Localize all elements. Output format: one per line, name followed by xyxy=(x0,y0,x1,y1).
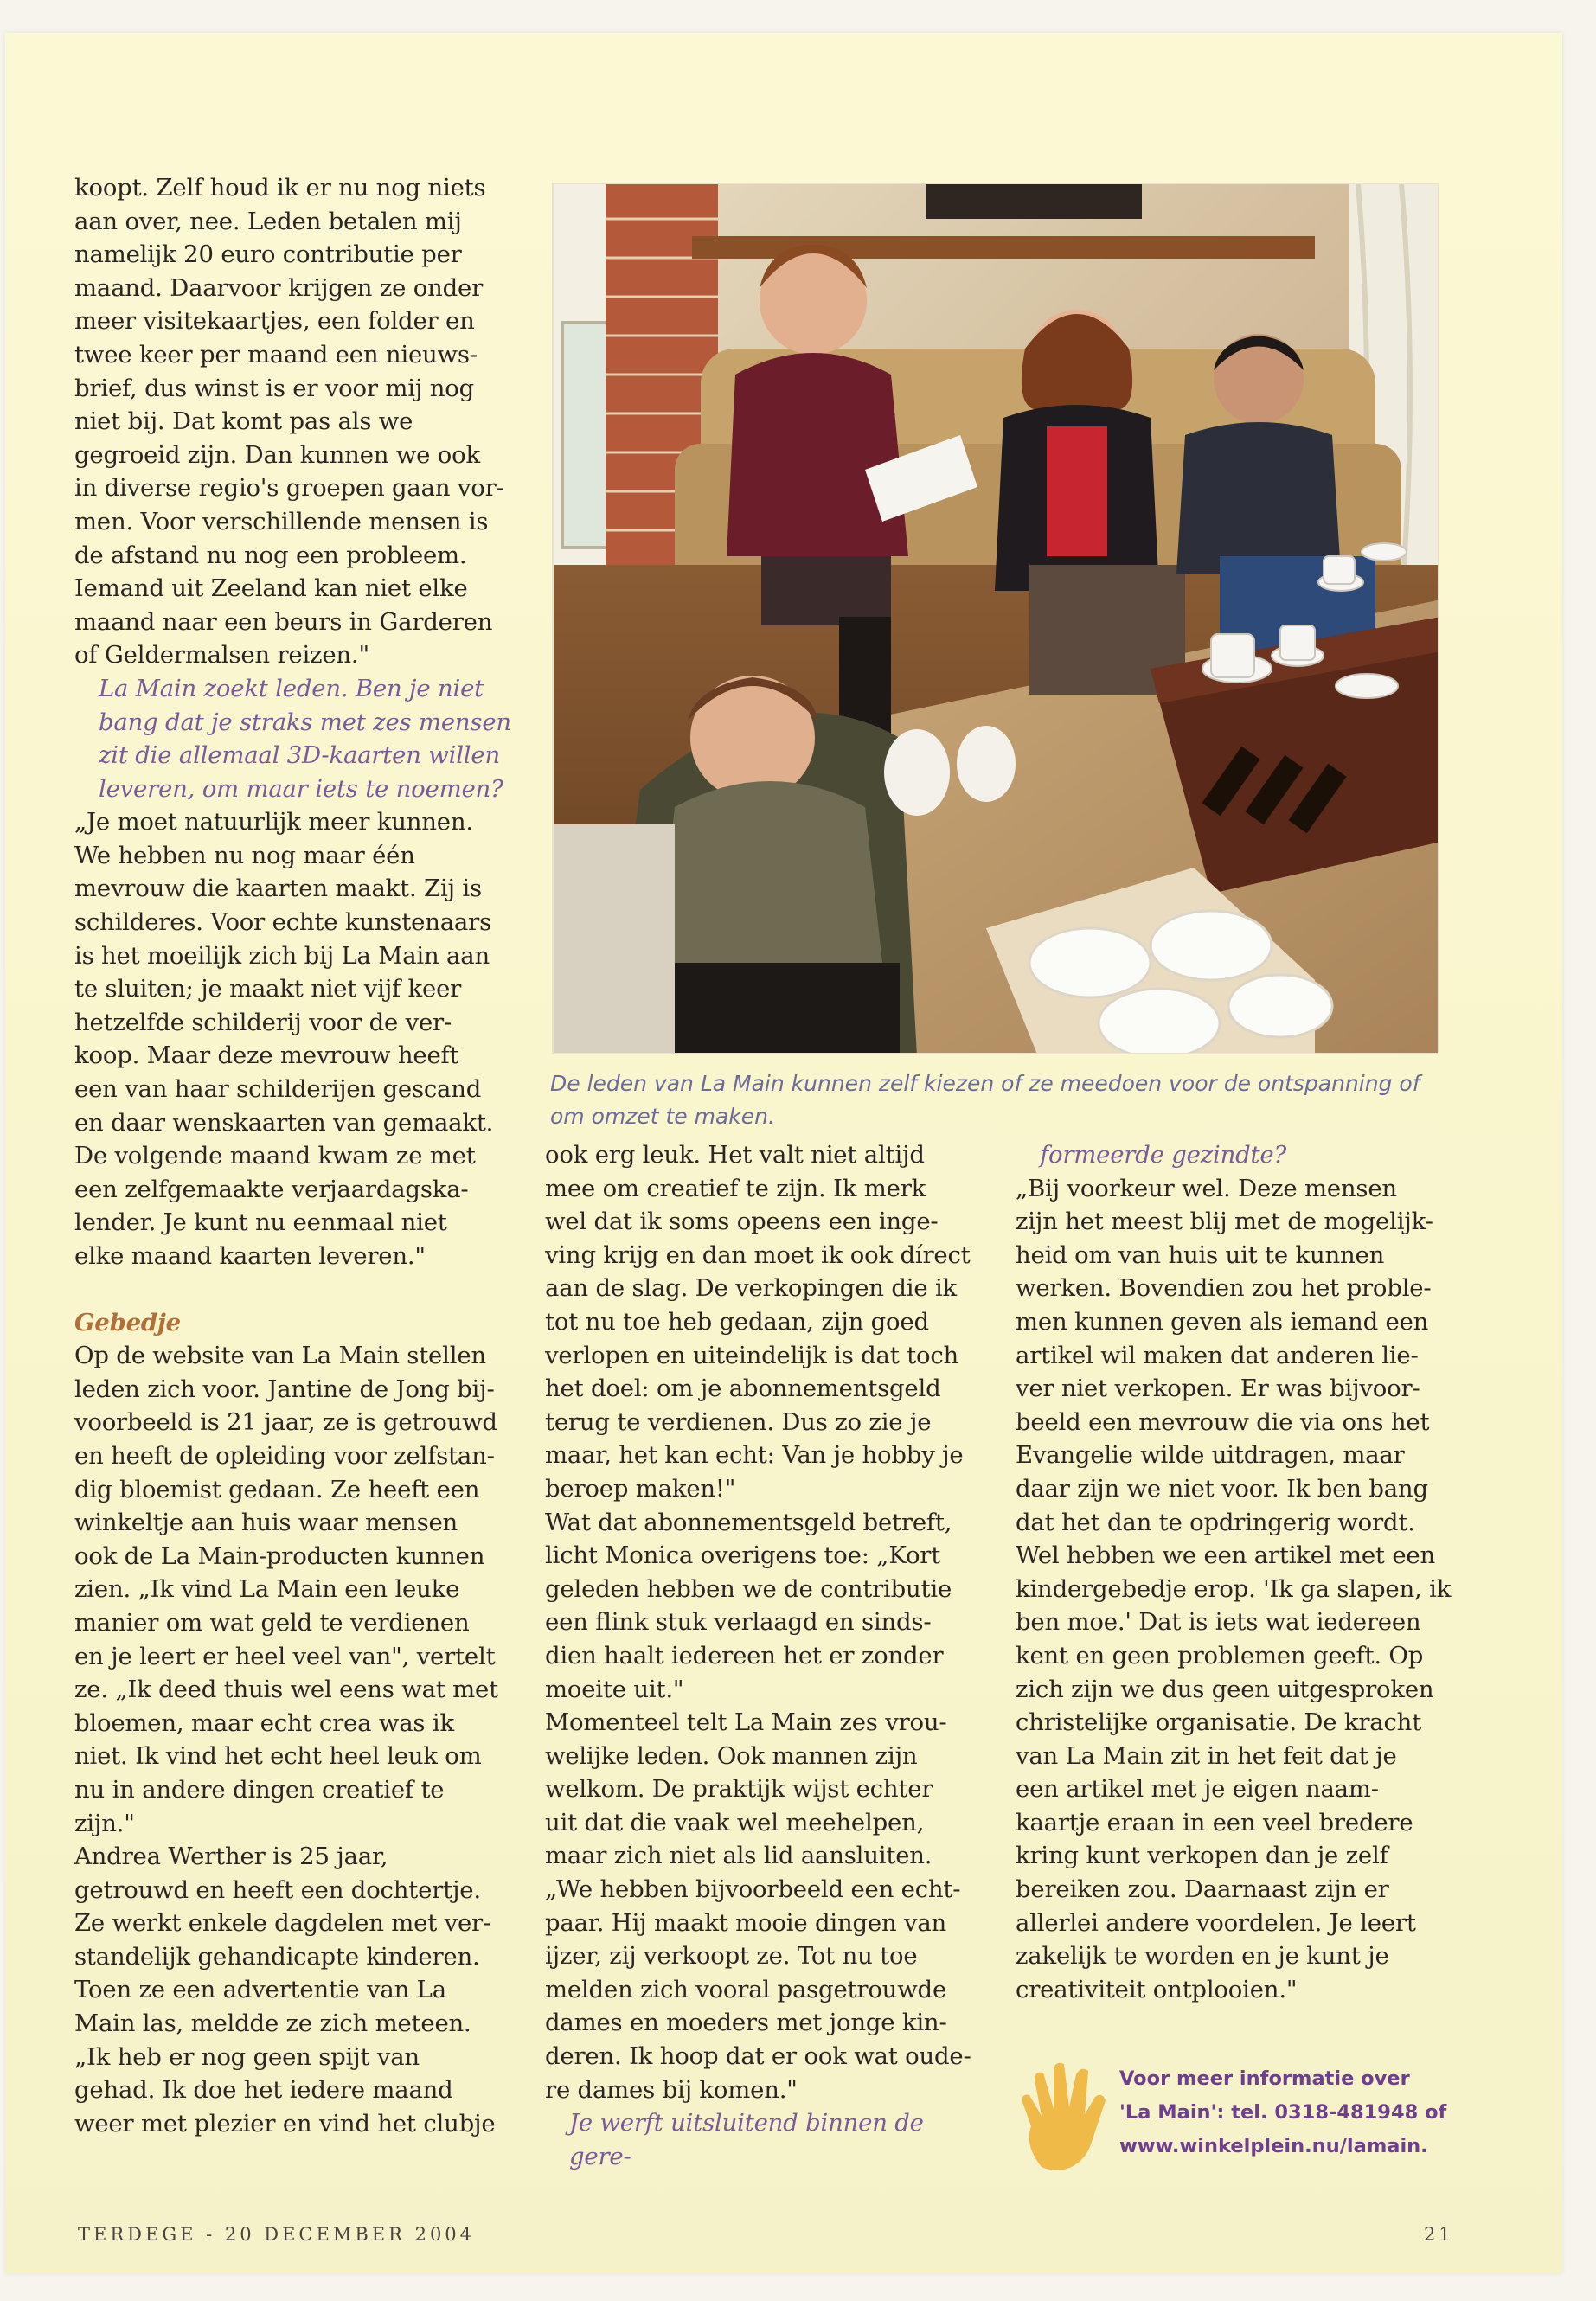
text-line: een zelfgemaakte verjaardagska- xyxy=(74,1175,469,1203)
text-line: dien haalt iedereen het er zonder xyxy=(545,1641,944,1670)
text-line: creativiteit ontplooien." xyxy=(1016,1975,1298,2003)
text-line: Momenteel telt La Main zes vrou- xyxy=(545,1708,947,1737)
text-line: en daar wenskaarten van gemaakt. xyxy=(74,1108,494,1137)
text-line: standelijk gehandicapte kinderen. xyxy=(74,1942,480,1971)
question-line: leveren, om maar iets te noemen? xyxy=(99,774,503,803)
question-line: La Main zoekt leden. Ben je niet xyxy=(99,674,484,702)
question-line: bang dat je straks met zes mensen xyxy=(99,708,511,736)
living-room-photo xyxy=(554,184,1439,1054)
text-line: tot nu toe heb gedaan, zijn goed xyxy=(545,1307,929,1336)
text-line: Main las, meldde ze zich meteen. xyxy=(74,2009,471,2038)
text-line: zakelijk te worden en je kunt je xyxy=(1016,1942,1389,1971)
text-line: koopt. Zelf houd ik er nu nog niets xyxy=(74,174,486,202)
question-line: formeerde gezindte? xyxy=(1040,1141,1287,1169)
text-line: „Bij voorkeur wel. Deze mensen xyxy=(1016,1174,1397,1202)
text-line: geleden hebben we de contributie xyxy=(545,1574,952,1603)
column-1 xyxy=(74,171,524,2140)
column-3 xyxy=(1016,1138,1465,2006)
text-line: en heeft de opleiding voor zelfstan- xyxy=(74,1441,495,1470)
text-line: terug te verdienen. Dus zo zie je xyxy=(545,1407,932,1436)
text-line: te sluiten; je maakt niet vijf keer xyxy=(74,975,462,1003)
section-heading: Gebedje xyxy=(74,1308,181,1336)
text-line: van La Main zit in het feit dat je xyxy=(1016,1741,1397,1770)
text-line: is het moeilijk zich bij La Main aan xyxy=(74,941,490,970)
text-line: en je leert er heel veel van", vertelt xyxy=(74,1642,496,1670)
text-line: Wat dat abonnementsgeld betreft, xyxy=(545,1508,952,1536)
text-line: gegroeid zijn. Dan kunnen we ook xyxy=(74,440,480,469)
text-line: koop. Maar deze mevrouw heeft xyxy=(74,1042,459,1070)
text-line: licht Monica overigens toe: „Kort xyxy=(545,1541,941,1570)
text-line: zijn." xyxy=(74,1809,135,1837)
text-line: De volgende maand kwam ze met xyxy=(74,1142,476,1170)
text-line: „Je moet natuurlijk meer kunnen. xyxy=(74,808,473,836)
text-line: christelijke organisatie. De kracht xyxy=(1016,1708,1422,1737)
info-line: Voor meer informatie over xyxy=(1119,2067,1410,2090)
text-line: getrouwd en heeft een dochtertje. xyxy=(74,1875,481,1904)
text-line: welijke leden. Ook mannen zijn xyxy=(545,1741,918,1770)
text-line: dig bloemist gedaan. Ze heeft een xyxy=(74,1475,480,1503)
footer-publication: TERDEGE - 20 DECEMBER 2004 xyxy=(78,2224,476,2245)
text-line: „Ik heb er nog geen spijt van xyxy=(74,2042,420,2071)
text-line: wel dat ik soms opeens een inge- xyxy=(545,1208,939,1236)
text-line: voorbeeld is 21 jaar, ze is getrouwd xyxy=(74,1408,497,1437)
text-line: paar. Hij maakt mooie dingen van xyxy=(545,1908,947,1937)
text-line: aan de slag. De verkopingen die ik xyxy=(545,1274,958,1303)
text-line: men kunnen geven als iemand een xyxy=(1016,1307,1429,1336)
text-line: elke maand kaarten leveren." xyxy=(74,1242,426,1270)
text-line: kent en geen problemen geeft. Op xyxy=(1016,1641,1424,1670)
text-line: artikel wil maken dat anderen lie- xyxy=(1016,1341,1419,1369)
text-line: ook de La Main-producten kunnen xyxy=(74,1541,485,1570)
text-line: het doel: om je abonnementsgeld xyxy=(545,1375,941,1403)
text-line: ben moe.' Dat is iets wat iedereen xyxy=(1016,1608,1421,1637)
text-line: ijzer, zij verkoopt ze. Tot nu toe xyxy=(545,1942,918,1971)
text-line: aan over, nee. Leden betalen mij xyxy=(74,207,462,235)
text-line: deren. Ik hoop dat er ook wat oude- xyxy=(545,2042,971,2071)
info-link[interactable]: www.winkelplein.nu/lamain. xyxy=(1119,2135,1428,2157)
text-line: Andrea Werther is 25 jaar, xyxy=(74,1843,388,1871)
text-line: kaartje eraan in een veel bredere xyxy=(1016,1808,1413,1836)
text-line: men. Voor verschillende mensen is xyxy=(74,507,489,535)
text-line: niet. Ik vind het echt heel leuk om xyxy=(74,1742,482,1771)
text-line: dames en moeders met jonge kin- xyxy=(545,2009,947,2037)
text-line: mee om creatief te zijn. Ik merk xyxy=(545,1174,926,1202)
text-line: re dames bij komen." xyxy=(545,2075,798,2104)
text-line: de afstand nu nog een probleem. xyxy=(74,541,467,569)
text-line: Op de website van La Main stellen xyxy=(74,1342,486,1370)
text-line: melden zich vooral pasgetrouwde xyxy=(545,1975,947,2003)
text-line: dat het dan te opdringerig wordt. xyxy=(1016,1508,1415,1536)
text-line: hetzelfde schilderij voor de ver- xyxy=(74,1008,452,1036)
text-line: maar, het kan echt: Van je hobby je xyxy=(545,1441,964,1470)
text-line: weer met plezier en vind het clubje xyxy=(74,2109,496,2138)
text-line: zijn het meest blij met de mogelijk- xyxy=(1016,1208,1433,1236)
page-number: 21 xyxy=(1424,2224,1454,2245)
text-line: gehad. Ik doe het iedere maand xyxy=(74,2076,453,2105)
text-line: winkeltje aan huis waar mensen xyxy=(74,1509,458,1537)
text-line: werken. Bovendien zou het proble- xyxy=(1016,1274,1432,1303)
text-line: niet bij. Dat komt pas als we xyxy=(74,407,413,436)
text-line: beeld een mevrouw die via ons het xyxy=(1016,1407,1430,1436)
text-line: Iemand uit Zeeland kan niet elke xyxy=(74,574,468,603)
text-line: mevrouw die kaarten maakt. Zij is xyxy=(74,875,482,903)
text-line: ving krijg en dan moet ik ook dírect xyxy=(545,1240,971,1269)
text-line: brief, dus winst is er voor mij nog xyxy=(74,374,474,402)
text-line: daar zijn we niet voor. Ik ben bang xyxy=(1016,1474,1428,1503)
text-line: heid om van huis uit te kunnen xyxy=(1016,1240,1385,1269)
text-line: moeite uit." xyxy=(545,1675,684,1703)
text-line: of Geldermalsen reizen." xyxy=(74,641,369,670)
text-line: ze. „Ik deed thuis wel eens wat met xyxy=(74,1676,498,1704)
hand-logo-icon xyxy=(1016,2059,1111,2171)
text-line: uit dat die vaak wel meehelpen, xyxy=(545,1808,925,1836)
text-line: schilderes. Voor echte kunstenaars xyxy=(74,908,491,937)
text-line: bloemen, maar echt crea was ik xyxy=(74,1708,454,1737)
text-line: beroep maken!" xyxy=(545,1474,736,1503)
text-line: bereiken zou. Daarnaast zijn er xyxy=(1016,1875,1389,1904)
text-line: in diverse regio's groepen gaan vor- xyxy=(74,474,504,503)
info-line: 'La Main': tel. 0318-481948 of xyxy=(1119,2101,1447,2124)
text-line: ook erg leuk. Het valt niet altijd xyxy=(545,1141,925,1169)
text-line: manier om wat geld te verdienen xyxy=(74,1608,470,1637)
text-line: leden zich voor. Jantine de Jong bij- xyxy=(74,1375,495,1403)
text-line: We hebben nu nog maar één xyxy=(74,841,415,869)
text-line: een artikel met je eigen naam- xyxy=(1016,1775,1379,1804)
text-line: maand naar een beurs in Garderen xyxy=(74,607,493,636)
text-line: maand. Daarvoor krijgen ze onder xyxy=(74,273,484,302)
text-line: lender. Je kunt nu eenmaal niet xyxy=(74,1208,447,1237)
info-box xyxy=(1119,2062,1483,2163)
text-line: welkom. De praktijk wijst echter xyxy=(545,1775,933,1804)
text-line: ver niet verkopen. Er was bijvoor- xyxy=(1016,1375,1420,1403)
column-2 xyxy=(545,1138,986,2173)
text-line: Wel hebben we een artikel met een xyxy=(1016,1541,1435,1570)
text-line: kindergebedje erop. 'Ik ga slapen, ik xyxy=(1016,1574,1452,1603)
magazine-page xyxy=(5,33,1562,2273)
text-line: namelijk 20 euro contributie per xyxy=(74,240,462,269)
text-line: een van haar schilderijen gescand xyxy=(74,1075,482,1104)
question-line: zit die allemaal 3D-kaarten willen xyxy=(99,741,500,770)
text-line: „We hebben bijvoorbeeld een echt- xyxy=(545,1875,961,1904)
text-line: nu in andere dingen creatief te xyxy=(74,1775,445,1804)
text-line: kring kunt verkopen dan je zelf xyxy=(1016,1842,1388,1870)
text-line: zich zijn we dus geen uitgesproken xyxy=(1016,1675,1434,1703)
text-line: twee keer per maand een nieuws- xyxy=(74,340,478,369)
text-line: allerlei andere voordelen. Je leert xyxy=(1016,1908,1416,1937)
text-line: maar zich niet als lid aansluiten. xyxy=(545,1842,933,1870)
article-photo xyxy=(552,183,1439,1054)
text-line: een flink stuk verlaagd en sinds- xyxy=(545,1608,932,1637)
text-line: verlopen en uiteindelijk is dat toch xyxy=(545,1341,959,1369)
text-line: Ze werkt enkele dagdelen met ver- xyxy=(74,1909,491,1938)
photo-caption: De leden van La Main kunnen zelf kiezen of ze meedoen voor de ontspanning of om omzet te maken. xyxy=(550,1071,1420,1129)
question-line: Je werft uitsluitend binnen de gere- xyxy=(569,2109,924,2170)
text-line: zien. „Ik vind La Main een leuke xyxy=(74,1575,460,1604)
text-line: Toen ze een advertentie van La xyxy=(74,1976,446,2004)
text-line: Evangelie wilde uitdragen, maar xyxy=(1016,1441,1405,1470)
text-line: meer visitekaartjes, een folder en xyxy=(74,307,475,336)
